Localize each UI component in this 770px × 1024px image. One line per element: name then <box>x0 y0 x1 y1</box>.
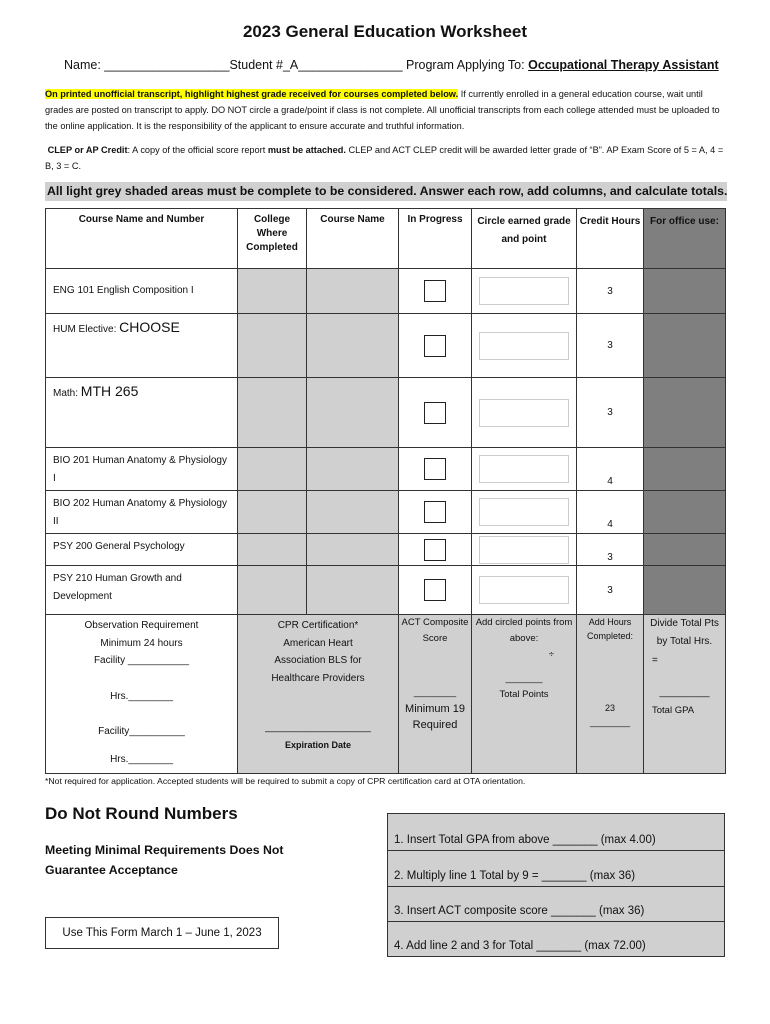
office-use-cell <box>644 566 726 615</box>
act-cell <box>399 615 472 774</box>
course-name-input-cell[interactable] <box>307 491 399 534</box>
student-number-field[interactable]: Student #_A_______________ <box>229 58 403 72</box>
gpa-cell <box>644 615 726 774</box>
form-dates-box: Use This Form March 1 – June 1, 2023 <box>45 917 279 949</box>
hours-cell <box>577 615 644 774</box>
total-hours-field[interactable]: ________ <box>589 717 631 727</box>
table-row <box>46 269 726 314</box>
clep-paragraph <box>45 142 730 174</box>
in-progress-checkbox[interactable] <box>424 501 446 523</box>
expiration-date-label: Expiration Date <box>284 739 351 750</box>
office-use-cell <box>644 378 726 448</box>
college-cell[interactable] <box>238 448 307 491</box>
clep-attach-text: must be attached. <box>267 145 346 155</box>
in-progress-checkbox[interactable] <box>424 539 446 561</box>
cpr-cell <box>238 615 399 774</box>
grade-input[interactable] <box>479 399 569 427</box>
course-name-cell: PSY 210 Human Growth and Development <box>46 566 238 615</box>
highlighted-instruction: On printed unofficial transcript, highlight highest grade received for courses completed below. <box>45 89 459 99</box>
course-name-cell: ENG 101 English Composition I <box>46 269 238 314</box>
act-title: ACT Composite Score <box>401 617 469 644</box>
add-points-label: Add circled points from above: <box>475 617 573 644</box>
clep-text-2: CLEP and ACT CLEP credit will be awarded letter grade of “B”. AP Exam Score of 5 = A, 4 = B, 3 = C. <box>45 145 724 171</box>
credit-hours-cell: 3 <box>577 269 644 314</box>
clep-text-1: : A copy of the official score report <box>127 145 268 155</box>
in-progress-checkbox[interactable] <box>424 458 446 480</box>
course-name-input-cell[interactable] <box>307 534 399 566</box>
table-row <box>46 534 726 566</box>
divide-sign: ÷ <box>548 649 554 660</box>
points-cell <box>472 615 577 774</box>
equals-sign: = <box>652 655 658 666</box>
college-cell[interactable] <box>238 491 307 534</box>
applicant-info-line <box>64 58 719 72</box>
table-row <box>46 378 726 448</box>
grade-input[interactable] <box>479 498 569 526</box>
office-use-cell <box>644 491 726 534</box>
facility-field-1[interactable]: Facility ___________ <box>93 655 190 666</box>
header-college: College Where Completed <box>238 209 307 269</box>
program-value: Occupational Therapy Assistant <box>528 58 719 72</box>
calc-line-multiply[interactable]: 2. Multiply line 1 Total by 9 = _______ (max 36) <box>394 870 636 882</box>
instructions-paragraph <box>45 86 730 134</box>
program-label: Program Applying To: <box>406 58 525 72</box>
course-name-input-cell[interactable] <box>307 566 399 615</box>
hours-field-1[interactable]: Hrs.________ <box>110 690 173 702</box>
calc-line-total[interactable]: 4. Add line 2 and 3 for Total _______ (max 72.00) <box>394 940 646 952</box>
course-name-cell: PSY 200 General Psychology <box>46 534 238 566</box>
table-row <box>46 448 726 491</box>
table-row <box>46 566 726 615</box>
expiration-date-field[interactable]: ___________________ <box>265 722 371 733</box>
math-course-value[interactable]: MTH 265 <box>80 383 139 399</box>
do-not-round-heading: Do Not Round Numbers <box>45 804 238 823</box>
clep-label: CLEP or AP Credit <box>47 145 128 155</box>
course-name-cell <box>46 378 238 448</box>
minimum-requirements-note: Meeting Minimal Requirements Does Not Guarantee Acceptance <box>45 843 284 877</box>
observation-cell <box>46 615 238 774</box>
in-progress-checkbox[interactable] <box>424 579 446 601</box>
cpr-footnote: *Not required for application. Accepted students will be required to submit a copy of CPR certification card at OTA orientation. <box>45 776 526 786</box>
total-hours-value: 23 <box>604 703 615 713</box>
college-cell[interactable] <box>238 269 307 314</box>
course-name-cell: BIO 202 Human Anatomy & Physiology II <box>46 491 238 534</box>
total-gpa-label: Total GPA <box>652 704 695 716</box>
shaded-areas-banner: All light grey shaded areas must be complete to be considered. Answer each row, add columns, and calculate totals. <box>45 182 727 201</box>
grade-input[interactable] <box>479 455 569 483</box>
course-label: HUM Elective: <box>53 324 117 335</box>
total-points-label: Total Points <box>499 689 549 700</box>
hours-field-2[interactable]: Hrs.________ <box>110 753 173 765</box>
credit-hours-cell: 3 <box>577 378 644 448</box>
grade-input[interactable] <box>479 576 569 604</box>
header-course: Course Name and Number <box>46 209 238 269</box>
grade-input[interactable] <box>479 332 569 360</box>
grade-input[interactable] <box>479 536 569 564</box>
divide-total-label: Divide Total Pts by Total Hrs. <box>650 618 719 647</box>
credit-hours-cell: 3 <box>577 566 644 615</box>
in-progress-checkbox[interactable] <box>424 280 446 302</box>
cpr-line-4: Healthcare Providers <box>271 672 365 684</box>
course-name-cell: BIO 201 Human Anatomy & Physiology I <box>46 448 238 491</box>
add-hours-label: Add Hours Completed: <box>586 617 634 641</box>
totals-row <box>46 615 726 774</box>
header-credit: Credit Hours <box>577 209 644 269</box>
table-row <box>46 491 726 534</box>
office-use-cell <box>644 314 726 378</box>
name-field[interactable]: Name: __________________ <box>64 58 230 72</box>
credit-hours-cell: 4 <box>577 491 644 534</box>
in-progress-checkbox[interactable] <box>424 335 446 357</box>
instruction-text: If currently enrolled in a general education course, wait until grades are posted on transcript to apply. DO NOT circle a grade/point if class is not complete. All unofficial transcripts from each college attended must be uploaded to the online application. It is the responsibility of the applicant to ensure accurate and truthful information. <box>45 89 720 131</box>
header-in-progress: In Progress <box>399 209 472 269</box>
credit-hours-cell: 3 <box>577 534 644 566</box>
header-office: For office use: <box>644 209 726 269</box>
cpr-line-2: American Heart <box>283 637 353 649</box>
page-title: 2023 General Education Worksheet <box>242 22 528 41</box>
credit-hours-cell: 3 <box>577 314 644 378</box>
college-cell[interactable] <box>238 314 307 378</box>
course-name-input-cell[interactable] <box>307 314 399 378</box>
total-gpa-field[interactable]: _________ <box>659 687 710 698</box>
calc-line-act[interactable]: 3. Insert ACT composite score _______ (max 36) <box>394 905 645 917</box>
score-calculation-box <box>387 813 725 957</box>
observation-title: Observation Requirement <box>84 620 199 631</box>
calc-line-gpa[interactable]: 1. Insert Total GPA from above _______ (max 4.00) <box>394 834 656 846</box>
college-cell[interactable] <box>238 534 307 566</box>
office-use-cell <box>644 534 726 566</box>
course-label: Math: <box>53 388 79 399</box>
grade-input[interactable] <box>479 277 569 305</box>
act-score-field[interactable]: ________ <box>413 687 457 698</box>
college-cell[interactable] <box>238 378 307 448</box>
course-worksheet-table <box>45 208 726 774</box>
office-use-cell <box>644 269 726 314</box>
header-course-name: Course Name <box>307 209 399 269</box>
course-name-input-cell[interactable] <box>307 269 399 314</box>
college-cell[interactable] <box>238 566 307 615</box>
course-name-input-cell[interactable] <box>307 448 399 491</box>
cpr-line-1: CPR Certification* <box>277 620 359 631</box>
table-row <box>46 314 726 378</box>
header-grade: Circle earned grade and point <box>472 209 577 269</box>
table-header-row <box>46 209 726 269</box>
office-use-cell <box>644 448 726 491</box>
hum-elective-value[interactable]: CHOOSE <box>119 319 180 335</box>
cpr-line-3: Association BLS for <box>274 655 362 666</box>
course-name-cell <box>46 314 238 378</box>
act-minimum: Minimum 19 Required <box>405 703 465 731</box>
total-points-field[interactable]: _______ <box>505 673 543 684</box>
credit-hours-cell: 4 <box>577 448 644 491</box>
observation-minimum: Minimum 24 hours <box>100 637 183 649</box>
facility-field-2[interactable]: Facility__________ <box>98 726 185 737</box>
course-name-input-cell[interactable] <box>307 378 399 448</box>
in-progress-checkbox[interactable] <box>424 402 446 424</box>
